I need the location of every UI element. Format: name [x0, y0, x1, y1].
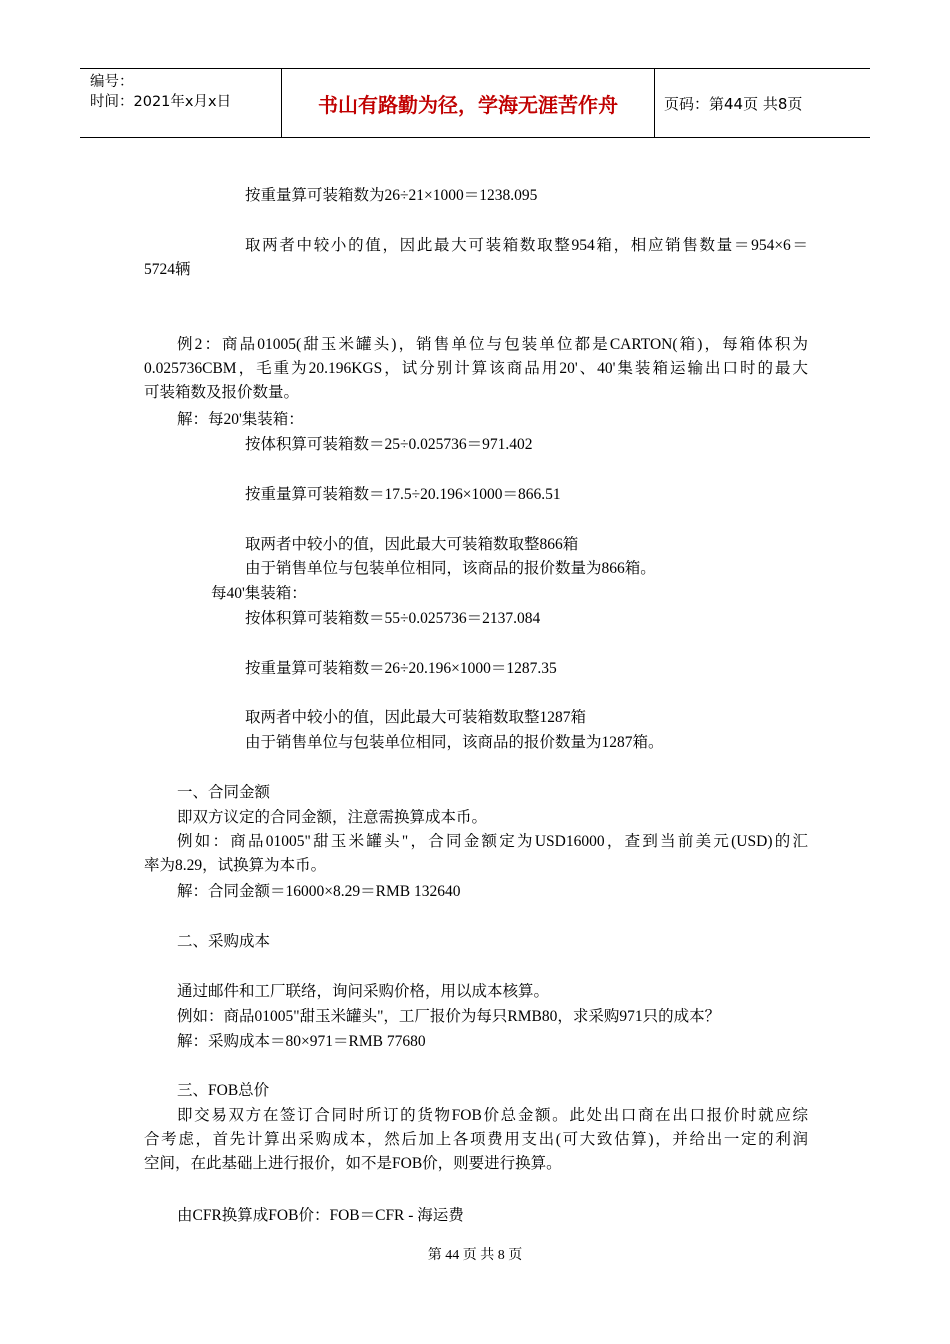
text-line: 取两者中较小的值，因此最大可装箱数取整954箱，相应销售数量＝954×6＝ — [245, 237, 808, 254]
page-footer: 第 44 页 共 8 页 — [427, 1248, 523, 1263]
text-line: 0.025736CBM，毛重为20.196KGS，试分别计算该商品用20'、40'集装箱运输出口时的最大 — [144, 360, 808, 377]
paragraph — [144, 830, 808, 878]
doc-number-label: 编号： — [90, 74, 134, 90]
text-line: 按体积算可装箱数＝55÷0.025736＝2137.084 — [245, 610, 541, 627]
text-line: 取两者中较小的值，因此最大可装箱数取整1287箱 — [245, 709, 587, 726]
text-line: 5724辆 — [144, 261, 191, 278]
text-line: 通过邮件和工厂联络，询问采购价格，用以成本核算。 — [177, 983, 550, 1000]
header-page-info: 页码：第44页 共8页 — [664, 94, 803, 113]
text-line: 解：采购成本＝80×971＝RMB 77680 — [177, 1033, 426, 1050]
header-left-cell — [80, 69, 281, 137]
paragraph-example-2 — [144, 333, 808, 405]
text-line: 按体积算可装箱数＝25÷0.025736＝971.402 — [245, 436, 533, 453]
text-line: 由CFR换算成FOB价：FOB＝CFR - 海运费 — [177, 1207, 464, 1224]
text-line: 例如：商品01005"甜玉米罐头"，合同金额定为USD16000，查到当前美元(USD)的汇 — [177, 833, 808, 850]
text-line: 每40'集装箱： — [211, 585, 307, 602]
text-line: 例2：商品01005(甜玉米罐头)，销售单位与包装单位都是CARTON(箱)，每箱体积为 — [177, 336, 808, 353]
text-line: 按重量算可装箱数为26÷21×1000＝1238.095 — [245, 187, 538, 204]
text-line: 即双方议定的合同金额，注意需换算成本币。 — [177, 809, 488, 826]
header-motto: 书山有路勤为径，学海无涯苦作舟 — [281, 69, 655, 137]
text-line: 即交易双方在签订合同时所订的货物FOB价总金额。此处出口商在出口报价时就应综 — [177, 1107, 808, 1124]
text-line: 解：合同金额＝16000×8.29＝RMB 132640 — [177, 883, 461, 900]
section-heading: 一、合同金额 — [177, 784, 271, 801]
doc-date-label: 时间：2021年x月x日 — [90, 94, 232, 110]
text-line: 合考虑，首先计算出采购成本，然后加上各项费用支出(可大致估算)，并给出一定的利润 — [144, 1131, 808, 1148]
text-line: 例如：商品01005"甜玉米罐头"，工厂报价为每只RMB80，求采购971只的成本？ — [177, 1008, 721, 1025]
paragraph — [144, 234, 808, 282]
text-line: 可装箱数及报价数量。 — [144, 384, 300, 401]
text-line: 取两者中较小的值，因此最大可装箱数取整866箱 — [245, 536, 579, 553]
text-line: 由于销售单位与包装单位相同，该商品的报价数量为866箱。 — [245, 560, 656, 577]
paragraph — [144, 1104, 808, 1176]
text-line: 空间，在此基础上进行报价，如不是FOB价，则要进行换算。 — [144, 1155, 562, 1172]
text-line: 由于销售单位与包装单位相同，该商品的报价数量为1287箱。 — [245, 734, 664, 751]
text-line: 按重量算可装箱数＝17.5÷20.196×1000＝866.51 — [245, 486, 561, 503]
text-line: 解：每20'集装箱： — [177, 411, 304, 428]
section-heading: 二、采购成本 — [177, 933, 271, 950]
page-header — [80, 68, 870, 138]
section-heading: 三、FOB总价 — [177, 1082, 270, 1099]
text-line: 按重量算可装箱数＝26÷20.196×1000＝1287.35 — [245, 660, 557, 677]
text-line: 率为8.29，试换算为本币。 — [144, 857, 327, 874]
